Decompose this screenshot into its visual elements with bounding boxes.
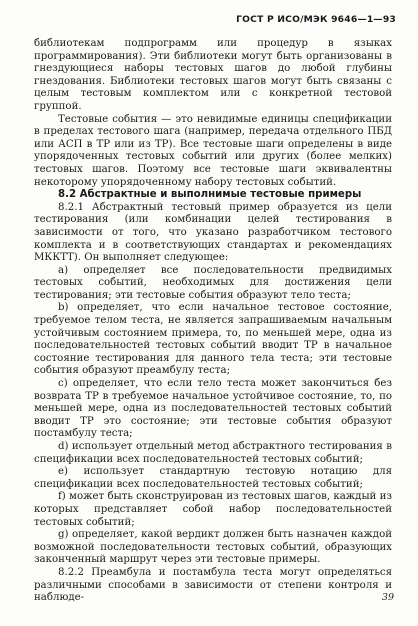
body-paragraph: Тестовые события — это невидимые единицы спецификации в пределах тестового шага (например, передача отдельного ПБД или АСП в ТР или из ТР). Все тестовые шаги определены в виде упорядоченных тестовых событий или других (более мелких) тестовых шагов. Поэтому все тестовые шаги эквивалентны некоторому упорядоченному набору тестовых событий.: [34, 113, 392, 188]
body-paragraph: g) определяет, какой вердикт должен быть назначен каждой возможной последовательности тестовых событий, образующих законченный маршрут через эти тестовые примеры.: [34, 529, 392, 566]
body-paragraph: c) определяет, что если тело теста может закончиться без возврата ТР в требуемое начальное устойчивое состояние, то, по меньшей мере, одна из последовательностей тестовых событий вводит ТР это состояние; эти тестовые события образуют постамбулу теста;: [34, 378, 392, 440]
page-number: 39: [381, 592, 394, 603]
body-paragraph: библиотекам подпрограмм или процедур в языках программирования). Эти библиотеки могут быть организованы в гнездующиеся наборы тестовых шагов до любой глубины гнездования. Библиотеки тестовых шагов могут быть связаны с целым тестовым комплектом или с конкретной тестовой группой.: [34, 38, 392, 112]
body-paragraph: а) определяет все последовательности предвидимых тестовых событий, необходимых для достижения цели тестирования; эти тестовые события образуют тело теста;: [34, 264, 392, 301]
body-paragraph: 8.2.1 Абстрактный тестовый пример образуется из цели тестирования (или комбинации целей тестирования в зависимости от того, что указано разработчиком тестового комплекта и в соответствующих стандартах и рекомендациях МККТТ). Он выполняет следующее:: [34, 201, 392, 264]
body-paragraph: b) определяет, что если начальное тестовое состояние, требуемое телом теста, не является запрашиваемым начальным устойчивым состоянием примера, то, по меньшей мере, одна из последовательностей тестовых событий вводит ТР в начальное состояние тестирования для данного тела теста; эти тестовые события образуют преамбулу теста;: [34, 302, 392, 377]
document-body: [34, 38, 392, 605]
body-paragraph: 8.2.2 Преамбула и постамбула теста могут определяться различными способами в зависимости от степени контроля и наблюде-: [34, 566, 392, 604]
section-heading: 8.2 Абстрактные и выполнимые тестовые примеры: [58, 189, 362, 201]
running-header: ГОСТ Р ИСО/МЭК 9646—1—93: [236, 14, 396, 25]
body-paragraph: e) использует стандартную тестовую нотацию для спецификации всех последовательностей тестовых событий;: [34, 466, 392, 490]
body-paragraph: d) использует отдельный метод абстрактного тестирования в спецификации всех последовательностей тестовых событий;: [34, 441, 392, 465]
body-paragraph: f) может быть сконструирован из тестовых шагов, каждый из которых представляет собой набор последовательностей тестовых событий;: [34, 491, 392, 528]
